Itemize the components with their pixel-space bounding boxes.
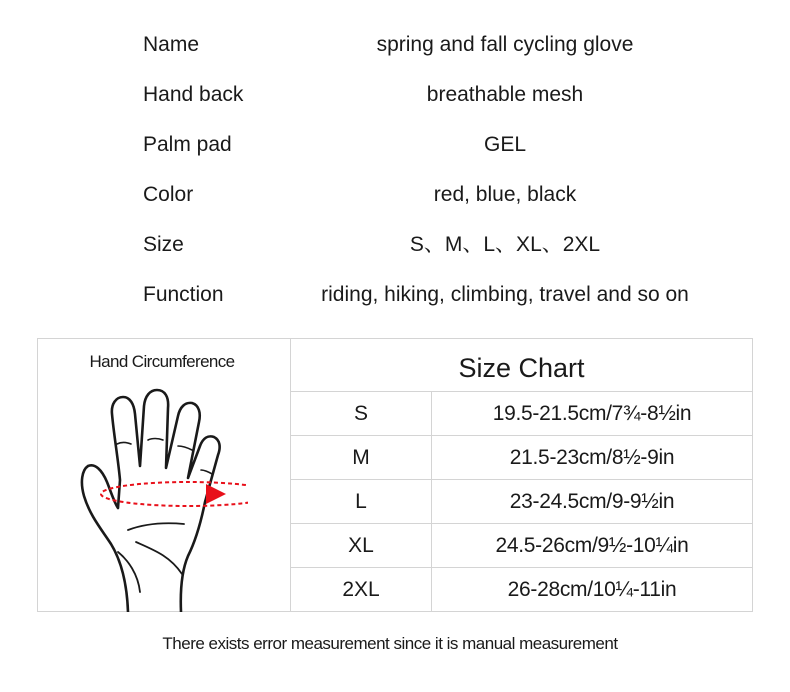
hand-circumference-panel: [38, 339, 291, 611]
table-row: [291, 392, 752, 436]
spec-value: GEL: [483, 133, 527, 156]
spec-label: Color: [143, 183, 194, 206]
spec-row-function: [0, 280, 790, 310]
spec-value: riding, hiking, climbing, travel and so on: [321, 283, 689, 306]
size-chart: [37, 338, 753, 612]
spec-row-size: [0, 230, 790, 260]
spec-row-color: [0, 180, 790, 210]
spec-value: spring and fall cycling glove: [376, 33, 634, 56]
range-cell: 21.5-23cm/8½-9in: [509, 446, 675, 469]
spec-row-palm-pad: [0, 130, 790, 160]
hand-measurement-icon: [78, 384, 248, 612]
table-row: [291, 436, 752, 480]
spec-value: red, blue, black: [433, 183, 577, 206]
range-cell: 24.5-26cm/9½-10¼in: [495, 534, 689, 557]
spec-label: Name: [143, 33, 200, 56]
size-cell: XL: [291, 524, 432, 567]
range-cell: 23-24.5cm/9-9½in: [509, 490, 675, 513]
size-cell: S: [291, 392, 432, 435]
size-chart-title: Size Chart: [291, 339, 752, 392]
table-row: [291, 568, 752, 612]
spec-value: S、M、L、XL、2XL: [409, 233, 601, 256]
table-row: [291, 524, 752, 568]
range-cell: 26-28cm/10¼-11in: [507, 578, 677, 601]
size-cell: 2XL: [291, 568, 432, 612]
size-cell: L: [291, 480, 432, 523]
range-cell: 19.5-21.5cm/7¾-8½in: [492, 402, 692, 425]
spec-row-name: [0, 30, 790, 60]
size-cell: M: [291, 436, 432, 479]
spec-label: Palm pad: [143, 133, 232, 156]
size-table: [291, 392, 752, 612]
spec-label: Size: [143, 233, 184, 256]
spec-label: Function: [143, 283, 224, 306]
spec-value: breathable mesh: [426, 83, 584, 106]
measurement-footnote: There exists error measurement since it is manual measurement: [162, 634, 618, 653]
hand-circumference-title: Hand Circumference: [89, 352, 235, 371]
spec-row-hand-back: [0, 80, 790, 110]
table-row: [291, 480, 752, 524]
spec-label: Hand back: [143, 83, 244, 106]
